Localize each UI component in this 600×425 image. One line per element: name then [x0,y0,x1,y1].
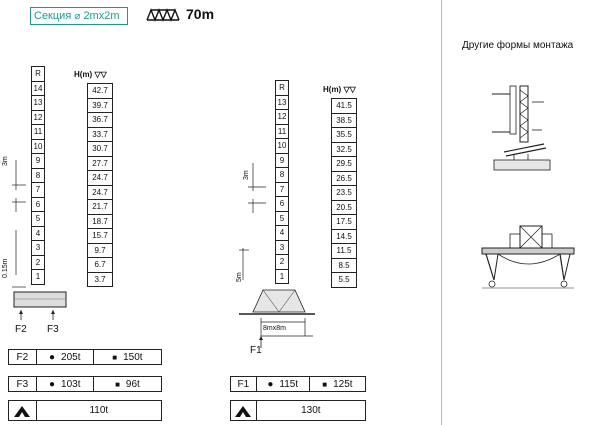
middle-level-row [276,182,289,197]
middle-level-cell: 3 [276,240,289,255]
middle-height-row [332,171,357,186]
middle-height-row [332,128,357,143]
f3-value-1: ● 103t [37,377,94,391]
section-label: Секция [34,10,72,22]
middle-level-row [276,226,289,241]
middle-tower-base [233,240,323,350]
left-level-cell: 7 [32,183,45,198]
f2-label: F2 [9,350,37,364]
f1-value-1: ● 115t [257,377,310,391]
left-table-header: H(m) ▽▽ [74,70,107,79]
middle-level-row [276,211,289,226]
left-height-cell: 30.7 [88,142,113,157]
left-dim-3m: 3m [2,156,9,166]
middle-height-row [332,186,357,201]
middle-f1-label: F1 [250,345,262,356]
left-height-cell: 18.7 [88,214,113,229]
left-height-row [88,142,113,157]
left-level-cell: 13 [32,96,45,111]
middle-height-row [332,113,357,128]
middle-height-row [332,200,357,215]
lattice-icon [146,8,182,22]
middle-level-row [276,168,289,183]
left-height-cell: 42.7 [88,84,113,99]
left-level-cell: 14 [32,81,45,96]
f2-value-1: ● 205t [37,350,94,364]
left-level-cell: R [32,67,45,82]
middle-height-row [332,215,357,230]
left-height-row [88,185,113,200]
left-level-cell: 12 [32,110,45,125]
middle-level-cell: 12 [276,110,289,125]
middle-height-row [332,229,357,244]
middle-height-row [332,244,357,259]
dot-icon: ● [49,378,56,390]
f1-load-row [230,376,366,392]
left-level-cell: 4 [32,226,45,241]
middle-level-row [276,81,289,96]
section-box [30,7,128,25]
middle-height-cell: 14.5 [332,229,357,244]
middle-height-row [332,142,357,157]
dot-icon: ● [267,378,274,390]
middle-level-cell: 1 [279,271,285,281]
middle-level-cell: 7 [276,182,289,197]
left-level-cell: 5 [32,212,45,227]
middle-level-cell: 4 [276,226,289,241]
left-height-cell: 27.7 [88,156,113,171]
middle-dim-3m: 3m [243,170,250,180]
left-level-row [32,110,45,125]
middle-heights-column [331,98,357,288]
f2-value-2: ■ 150t [112,351,143,363]
left-level-cell: 6 [32,197,45,212]
left-f2-label: F2 [15,324,27,335]
middle-height-cell: 35.5 [332,128,357,143]
middle-total-row [230,400,366,421]
left-level-row [32,139,45,154]
middle-height-cell: 11.5 [332,244,357,259]
square-icon: ■ [112,352,118,362]
middle-dimensions [238,155,268,215]
middle-level-row [276,153,289,168]
mounting-form-2 [474,222,582,292]
left-height-row [88,171,113,186]
left-height-cell: 39.7 [88,98,113,113]
left-height-row [88,98,113,113]
left-level-cell: 10 [32,139,45,154]
panel-divider [441,0,442,425]
middle-level-cell: 5 [276,211,289,226]
middle-height-cell: 17.5 [332,215,357,230]
middle-height-row [332,99,357,114]
square-icon: ■ [322,379,328,389]
left-f3-label: F3 [47,324,59,335]
middle-height-cell: 38.5 [332,113,357,128]
middle-level-cell: 9 [276,153,289,168]
middle-heights-table [331,98,357,288]
middle-level-cell: 13 [276,95,289,110]
left-level-row [32,241,45,256]
left-level-row [32,81,45,96]
middle-level-row [276,124,289,139]
left-height-cell: 21.7 [88,200,113,215]
left-level-row [32,125,45,140]
left-total-value: 110t [89,405,109,416]
middle-height-cell: 20.5 [332,200,357,215]
left-level-row [32,154,45,169]
f1-value-2: ■ 125t [322,378,353,390]
middle-level-row [276,110,289,125]
middle-total-value: 130t [301,405,321,416]
middle-height-cell: 5.5 [338,275,350,284]
left-level-cell: 1 [35,272,41,281]
middle-height-row [332,157,357,172]
f1-label: F1 [231,377,257,391]
left-level-cell: 2 [32,255,45,270]
left-height-cell: 3.7 [94,274,106,284]
left-total-row [8,400,162,421]
middle-height-cell: 26.5 [332,171,357,186]
middle-level-cell: 11 [276,124,289,139]
left-heights-column [87,83,113,287]
middle-height-cell: 41.5 [332,99,357,114]
middle-level-cell: 10 [276,139,289,154]
total-height: 70m [186,6,215,22]
middle-level-row [276,139,289,154]
left-height-row [88,243,113,258]
left-level-row [32,67,45,82]
mounting-form-1 [484,82,564,177]
left-height-cell: 24.7 [88,185,113,200]
dot-icon: ● [49,351,56,363]
middle-height-cell: 8.5 [332,258,357,273]
middle-level-row [276,197,289,212]
left-level-row [32,270,45,285]
left-level-cell: 11 [32,125,45,140]
left-height-row [88,272,113,287]
left-height-cell: 15.7 [88,229,113,244]
f3-load-row [8,376,162,392]
middle-level-cell: 2 [276,255,289,270]
f3-label: F3 [9,377,37,391]
left-level-table [31,66,45,285]
left-heights-table [87,83,113,287]
left-height-row [88,156,113,171]
middle-height-cell: 23.5 [332,186,357,201]
left-height-row [88,258,113,273]
left-level-row [32,183,45,198]
left-height-row [88,214,113,229]
left-height-cell: 36.7 [88,113,113,128]
middle-level-cell: 8 [276,168,289,183]
middle-level-cell: 6 [276,197,289,212]
weight-icon [231,401,257,420]
left-height-row [88,229,113,244]
middle-level-cell: R [276,81,289,96]
left-level-cell: 9 [32,154,45,169]
middle-dim-5m: 5m [236,272,243,282]
left-level-cell: 8 [32,168,45,183]
left-level-row [32,96,45,111]
left-level-cell: 3 [32,241,45,256]
left-tower-column [31,66,45,285]
middle-level-row [276,95,289,110]
crane-icon: ▽▽ [343,85,356,94]
square-icon: ■ [115,379,120,389]
left-level-row [32,255,45,270]
left-level-row [32,197,45,212]
left-height-cell: 9.7 [88,243,113,258]
left-height-row [88,113,113,128]
middle-height-row [332,258,357,273]
right-panel-title: Другие формы монтажа [462,40,574,51]
f2-load-row [8,349,162,365]
left-height-cell: 24.7 [88,171,113,186]
left-height-cell: 6.7 [88,258,113,273]
middle-base-dim: 8mx8m [263,325,286,332]
left-level-row [32,212,45,227]
f3-value-2: ■ 96t [115,378,140,390]
middle-height-cell: 32.5 [332,142,357,157]
section-value: 2mx2m [83,10,120,22]
left-level-row [32,168,45,183]
left-height-row [88,84,113,99]
crane-icon: ▽▽ [94,70,107,79]
left-height-cell: 33.7 [88,127,113,142]
middle-height-cell: 29.5 [332,157,357,172]
left-level-row [32,226,45,241]
left-height-row [88,200,113,215]
left-height-row [88,127,113,142]
left-dim-015m: 0.15m [2,258,9,278]
weight-icon [9,401,37,420]
diameter-icon: ⌀ [74,11,81,22]
middle-height-row [332,273,357,288]
middle-table-header: H(m) ▽▽ [323,85,356,94]
